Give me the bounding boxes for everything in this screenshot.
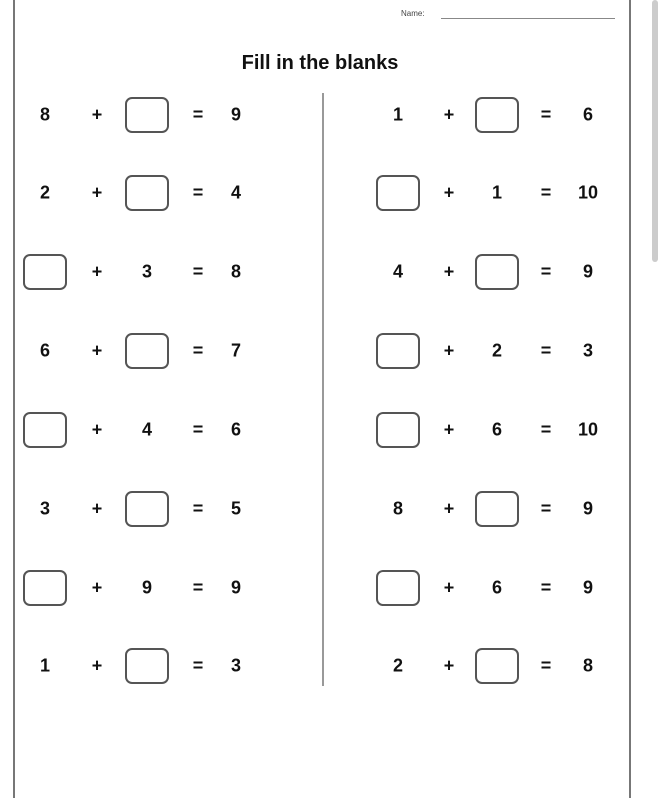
plus-sign: +	[443, 104, 455, 125]
equals-sign: =	[192, 498, 204, 519]
column-divider	[322, 93, 324, 686]
answer-blank-box[interactable]	[125, 97, 169, 133]
equals-sign: =	[540, 498, 552, 519]
number: 2	[392, 655, 404, 676]
equals-sign: =	[192, 655, 204, 676]
answer-blank-box[interactable]	[475, 491, 519, 527]
answer-blank-box[interactable]	[125, 491, 169, 527]
plus-sign: +	[443, 340, 455, 361]
equals-sign: =	[540, 261, 552, 282]
number: 6	[230, 419, 242, 440]
equals-sign: =	[192, 577, 204, 598]
plus-sign: +	[443, 577, 455, 598]
equals-sign: =	[540, 340, 552, 361]
equals-sign: =	[192, 104, 204, 125]
number: 6	[491, 419, 503, 440]
scrollbar[interactable]	[652, 0, 658, 262]
plus-sign: +	[91, 498, 103, 519]
answer-blank-box[interactable]	[376, 175, 420, 211]
plus-sign: +	[91, 340, 103, 361]
name-field[interactable]	[441, 18, 615, 19]
equals-sign: =	[540, 655, 552, 676]
equals-sign: =	[192, 261, 204, 282]
number: 1	[491, 182, 503, 203]
number: 7	[230, 340, 242, 361]
number: 8	[392, 498, 404, 519]
equals-sign: =	[192, 419, 204, 440]
number: 10	[577, 419, 599, 440]
plus-sign: +	[91, 577, 103, 598]
equals-sign: =	[192, 340, 204, 361]
number: 9	[582, 261, 594, 282]
answer-blank-box[interactable]	[376, 570, 420, 606]
answer-blank-box[interactable]	[23, 412, 67, 448]
answer-blank-box[interactable]	[23, 254, 67, 290]
plus-sign: +	[91, 261, 103, 282]
number: 3	[141, 261, 153, 282]
number: 4	[230, 182, 242, 203]
equals-sign: =	[540, 419, 552, 440]
plus-sign: +	[443, 419, 455, 440]
plus-sign: +	[443, 498, 455, 519]
number: 8	[230, 261, 242, 282]
equals-sign: =	[192, 182, 204, 203]
equals-sign: =	[540, 104, 552, 125]
number: 2	[491, 340, 503, 361]
answer-blank-box[interactable]	[376, 412, 420, 448]
number: 6	[39, 340, 51, 361]
number: 3	[39, 498, 51, 519]
answer-blank-box[interactable]	[125, 333, 169, 369]
number: 9	[230, 104, 242, 125]
number: 9	[230, 577, 242, 598]
number: 3	[230, 655, 242, 676]
plus-sign: +	[91, 104, 103, 125]
page-title: Fill in the blanks	[241, 52, 399, 74]
answer-blank-box[interactable]	[125, 648, 169, 684]
plus-sign: +	[91, 655, 103, 676]
equals-sign: =	[540, 182, 552, 203]
name-label: Name:	[401, 9, 425, 18]
answer-blank-box[interactable]	[475, 648, 519, 684]
number: 8	[582, 655, 594, 676]
number: 2	[39, 182, 51, 203]
number: 6	[491, 577, 503, 598]
answer-blank-box[interactable]	[125, 175, 169, 211]
equals-sign: =	[540, 577, 552, 598]
number: 10	[577, 182, 599, 203]
answer-blank-box[interactable]	[475, 254, 519, 290]
number: 1	[39, 655, 51, 676]
plus-sign: +	[91, 182, 103, 203]
number: 4	[141, 419, 153, 440]
plus-sign: +	[443, 655, 455, 676]
plus-sign: +	[443, 182, 455, 203]
number: 5	[230, 498, 242, 519]
number: 9	[582, 498, 594, 519]
plus-sign: +	[443, 261, 455, 282]
number: 6	[582, 104, 594, 125]
plus-sign: +	[91, 419, 103, 440]
number: 8	[39, 104, 51, 125]
number: 4	[392, 261, 404, 282]
number: 9	[141, 577, 153, 598]
number: 9	[582, 577, 594, 598]
number: 3	[582, 340, 594, 361]
answer-blank-box[interactable]	[475, 97, 519, 133]
number: 1	[392, 104, 404, 125]
answer-blank-box[interactable]	[23, 570, 67, 606]
answer-blank-box[interactable]	[376, 333, 420, 369]
